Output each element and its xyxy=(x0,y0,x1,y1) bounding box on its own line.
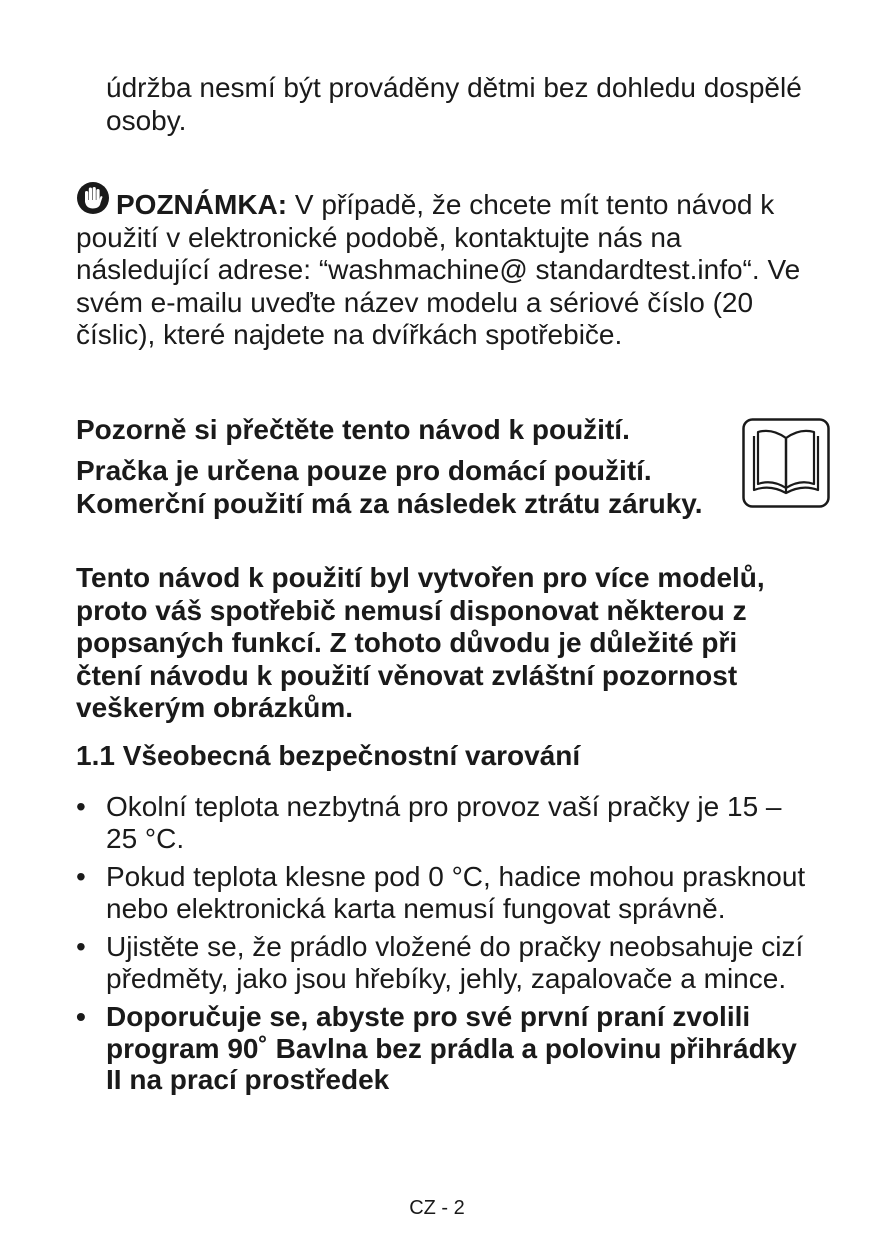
bullet-symbol: • xyxy=(76,791,86,822)
bullet-symbol: • xyxy=(76,861,86,892)
safety-warning-list xyxy=(76,791,806,1103)
list-item: • Pokud teplota klesne pod 0 °C, hadice mohou prasknout nebo elektronická karta nemusí fungovat správně. xyxy=(76,861,806,924)
multi-model-warning: Tento návod k použití byl vytvořen pro více modelů, proto váš spotřebič nemusí disponovat některou z popsaných funkcí. Z tohoto důvodu je důležité při čtení návodu k použití věnovat zvláštní pozornost veškerým obrázkům. xyxy=(76,562,765,723)
open-book-icon xyxy=(742,418,830,508)
note-text: V případě, že chcete mít tento návod k použití v elektronické podobě, kontaktujte nás na následující adrese: “washmachine@ standardtest.info“. Ve svém e-mailu uveďte název modelu a sériové číslo (20 číslic), které najdete na dvířkách spotřebiče. xyxy=(76,189,801,350)
bullet-symbol: • xyxy=(76,931,86,962)
section-heading: 1.1 Všeobecná bezpečnostní varování xyxy=(76,740,581,771)
domestic-use-warning: Pračka je určena pouze pro domácí použití. Komerční použití má za následek ztrátu záruky. xyxy=(76,455,703,519)
list-item: • Okolní teplota nezbytná pro provoz vaší pračky je 15 – 25 °C. xyxy=(76,791,782,854)
intro-continuation: údržba nesmí být prováděny dětmi bez dohledu dospělé osoby. xyxy=(106,72,802,136)
read-manual-warning: Pozorně si přečtěte tento návod k použití. xyxy=(76,414,630,445)
list-item: • Ujistěte se, že prádlo vložené do pračky neobsahuje cizí předměty, jako jsou hřebíky, jehly, zapalovače a mince. xyxy=(76,931,804,994)
note-paragraph xyxy=(76,189,806,352)
note-label: POZNÁMKA: xyxy=(116,189,288,220)
list-item: • Doporučuje se, abyste pro své první praní zvolili program 90˚ Bavlna bez prádla a polovinu přihrádky II na prací prostředek xyxy=(76,1001,797,1095)
page-number: CZ - 2 xyxy=(409,1197,465,1219)
bullet-symbol: • xyxy=(76,1001,86,1032)
